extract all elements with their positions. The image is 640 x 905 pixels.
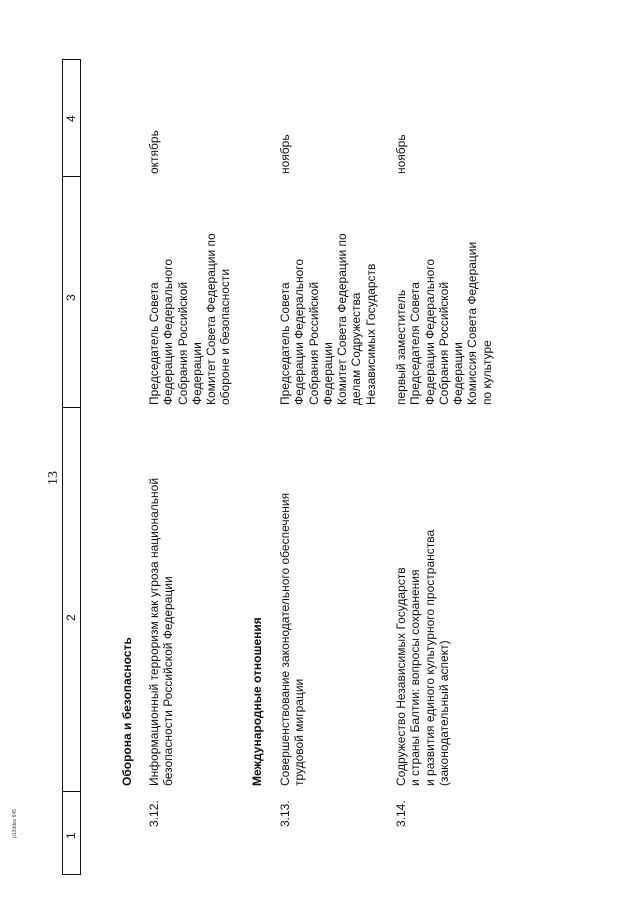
row-term: октябрь [147,130,161,174]
footer-code: p13ddoc 645 [12,809,18,838]
row-topic: Информационный терроризм как угроза национальной безопасности Российской Федерации [147,477,176,786]
column-number-3: 3 [64,294,78,301]
section-heading-defense: Оборона и безопасность [120,637,134,786]
header-bottom-border [80,59,81,875]
header-top-border [62,59,63,875]
row-responsible: Председатель Совета Федерации Федерального Собрания Российской Федерации Комитет Совета Федерации по делам Содружества Независимых Государств [278,233,378,405]
row-responsible: Председатель Совета Федерации Федерального Собрания Российской Федерации Комитет Совета Федерации по обороне и безопасности [147,233,233,405]
row-number: 3.14. [394,800,408,827]
column-number-4: 4 [64,115,78,122]
column-number-2: 2 [64,614,78,621]
row-number: 3.13. [278,800,292,827]
row-topic: Содружество Независимых Государств и страны Балтии: вопросы сохранения и развития единого культурного пространства (законодательный аспект) [394,529,451,786]
header-divider [62,791,81,792]
row-number: 3.12. [147,800,161,827]
section-heading-international: Международные отношения [250,617,264,786]
header-divider [62,407,81,408]
header-divider [62,874,81,875]
row-term: ноябрь [278,134,292,174]
header-divider [62,59,81,60]
row-term: ноябрь [394,134,408,174]
row-responsible: первый заместитель Председателя Совета Федерации Федерального Собрания Российской Федерации Комиссия Совета Федерации по культуре [394,241,494,405]
column-number-1: 1 [64,832,78,839]
row-topic: Совершенствование законодательного обеспечения трудовой миграции [278,492,307,786]
header-divider [62,176,81,177]
page-number: 13 [46,471,61,485]
